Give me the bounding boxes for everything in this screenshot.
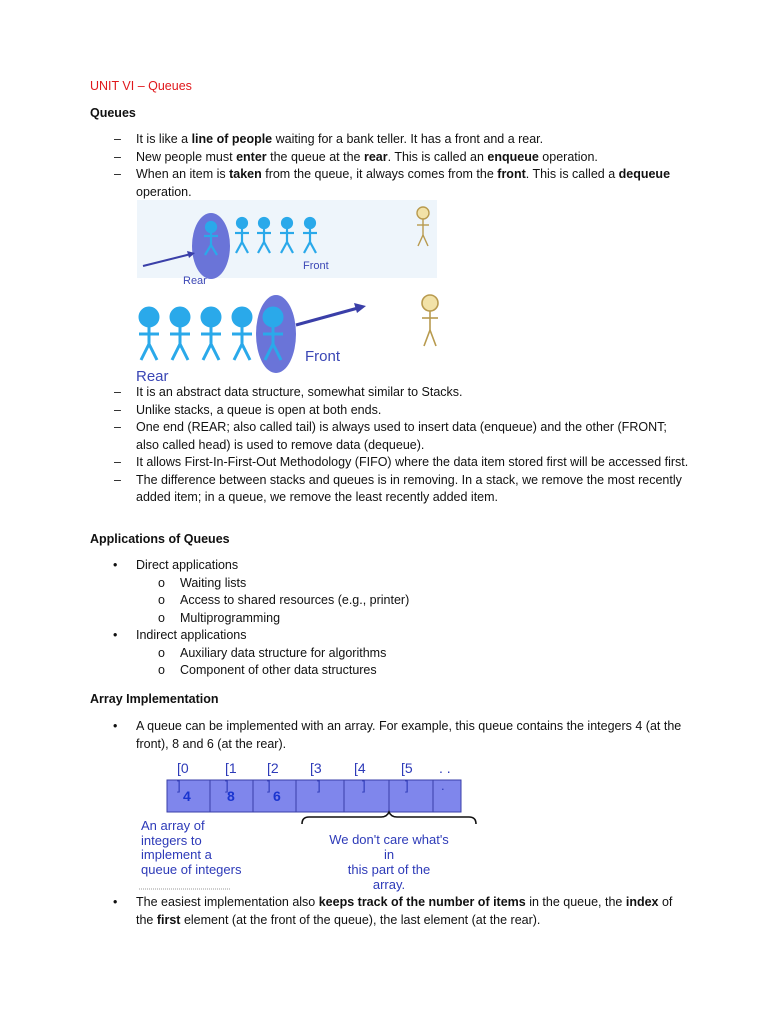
text-run: The easiest implementation also <box>136 895 319 909</box>
array-index-label: [4 <box>354 760 366 776</box>
bold-text: first <box>156 912 181 927</box>
sub-list-item <box>90 592 690 610</box>
sub-list-item <box>90 645 690 663</box>
bold-text: index <box>625 895 659 909</box>
text-run: the queue at the <box>266 149 364 164</box>
array-cells <box>167 780 461 812</box>
caption-line: An array of <box>141 818 205 833</box>
array-index-label: [5 <box>401 760 413 776</box>
text-run: Unlike stacks, a queue is open at both ends. <box>136 402 382 417</box>
caption-line: implement a <box>141 847 212 862</box>
array-index-closer: . <box>441 778 445 793</box>
array-index-closer: ] <box>405 778 409 793</box>
sub-bullet-marker: o <box>158 645 165 660</box>
list-item <box>90 718 690 753</box>
text-run: . This is called an <box>387 149 488 164</box>
list-item-text <box>136 719 681 751</box>
text-run: operation. <box>136 184 192 199</box>
list-item <box>90 472 690 507</box>
array-index-label: [2 <box>267 760 279 776</box>
list-item-text: Auxiliary data structure for algorithms <box>180 645 387 660</box>
array-figure <box>137 758 487 896</box>
text-run: of the <box>136 895 673 927</box>
text-run: waiting for a bank teller. It has a front and a rear. <box>272 132 544 146</box>
list-item-text <box>136 895 672 927</box>
list-item <box>90 557 690 575</box>
bold-text: enter <box>236 149 267 164</box>
array-index-label: . . <box>439 760 451 776</box>
sub-bullet-marker: o <box>158 593 165 607</box>
sub-list-item <box>90 610 690 628</box>
array-list-top <box>90 718 690 753</box>
text-run: It is like a <box>136 132 192 146</box>
rear-label: Rear <box>136 368 169 385</box>
array-list-bottom <box>90 894 690 929</box>
dequeued-person-icon <box>416 292 444 352</box>
front-label: Front <box>305 348 341 365</box>
applications-heading: Applications of Queues <box>90 532 230 546</box>
bullet-marker: • <box>113 895 118 909</box>
array-value: 8 <box>227 788 235 804</box>
person-icon <box>232 308 252 360</box>
caption-line: in <box>383 847 395 862</box>
array-index-label: [0 <box>177 760 189 776</box>
dash-marker: – <box>114 167 121 181</box>
array-cell <box>433 780 461 812</box>
bold-text: taken <box>229 167 262 181</box>
rear-label: Rear <box>183 275 207 287</box>
queues-list-bottom <box>90 384 690 507</box>
text-run: in the queue, the <box>525 895 626 909</box>
caption-line: We don't care what's <box>329 832 449 847</box>
sub-list-item <box>90 575 690 593</box>
left-caption <box>141 818 242 877</box>
front-label: Front <box>303 260 329 272</box>
array-index-closer: ] <box>317 778 321 793</box>
bold-text: keeps track of the number of items <box>318 895 526 909</box>
dequeued-person-icon <box>412 204 436 252</box>
queues-heading: Queues <box>90 106 136 120</box>
list-item <box>90 131 690 149</box>
queue-illustration-bottom <box>130 292 380 387</box>
array-index-label: [3 <box>310 760 322 776</box>
list-item <box>90 149 690 167</box>
queue-illustration-top <box>137 200 437 290</box>
array-index-closer: ] <box>225 778 229 793</box>
arrow-line <box>296 308 358 325</box>
bold-text: dequeue <box>618 167 671 181</box>
bold-text: line of people <box>191 132 273 146</box>
bold-text: rear <box>363 149 388 164</box>
list-item-text <box>136 385 463 399</box>
list-item-text: Waiting lists <box>180 575 247 590</box>
dash-marker: – <box>114 149 121 164</box>
sub-list-item <box>90 662 690 680</box>
list-item-text: Access to shared resources (e.g., printer) <box>180 593 410 607</box>
list-item <box>90 166 690 201</box>
list-item-text: Direct applications <box>136 558 239 572</box>
dash-marker: – <box>114 472 121 487</box>
text-run: A queue can be implemented with an array. For example, this queue contains the integers 4 (at the front), 8 and 6 (at the rear). <box>136 719 682 751</box>
text-run: operation. <box>538 149 598 164</box>
dash-marker: – <box>114 455 121 469</box>
text-run: element (at the front of the queue), the last element (at the rear). <box>180 912 541 927</box>
text-run: It is an abstract data structure, somewhat similar to Stacks. <box>136 385 463 399</box>
text-run: from the queue, it always comes from the <box>261 167 498 181</box>
list-item <box>90 402 690 420</box>
caption-line: queue of integers <box>141 862 242 877</box>
list-item-text <box>136 150 598 164</box>
caption-line: this part of the <box>347 862 431 877</box>
text-run: One end (REAR; also called tail) is always used to insert data (enqueue) and the other (FRONT; also called head) is used to remove data (dequeue). <box>136 420 667 452</box>
text-run: It allows First-In-First-Out Methodology (FIFO) where the data item stored first will be accessed first. <box>136 455 689 469</box>
dash-marker: – <box>114 402 121 417</box>
sub-bullet-marker: o <box>158 575 165 590</box>
text-run: The difference between stacks and queues is in removing. In a stack, we remove the most recently added item; in a queue, we remove the least recently added item. <box>136 472 682 504</box>
applications-list <box>90 557 690 680</box>
dash-marker: – <box>114 420 121 434</box>
array-index-closer: ] <box>362 778 366 793</box>
array-value: 6 <box>273 788 281 804</box>
bullet-marker: • <box>113 628 118 642</box>
list-item-text: Component of other data structures <box>180 663 377 677</box>
sub-bullet-marker: o <box>158 610 165 625</box>
arrow-head <box>354 303 366 313</box>
array-index-label: [1 <box>225 760 237 776</box>
list-item <box>90 454 690 472</box>
list-item <box>90 384 690 402</box>
list-item-text <box>136 167 670 199</box>
list-item <box>90 627 690 645</box>
list-item-text <box>136 455 688 469</box>
queues-list-top <box>90 131 690 201</box>
list-item <box>90 419 690 454</box>
dash-marker: – <box>114 132 121 146</box>
person-icon <box>139 308 159 360</box>
text-run: When an item is <box>136 167 230 181</box>
caption-line: integers to <box>141 833 202 848</box>
caption-line: array. <box>372 877 406 892</box>
list-item-text: Multiprogramming <box>180 610 281 625</box>
curly-brace <box>302 812 476 824</box>
right-caption <box>329 832 449 892</box>
dash-marker: – <box>114 385 121 399</box>
array-implementation-heading: Array Implementation <box>90 692 219 706</box>
person-icon <box>170 308 190 360</box>
list-item <box>90 894 690 929</box>
text-run: . This is called a <box>525 167 619 181</box>
list-item-text: Indirect applications <box>136 628 247 642</box>
array-cell <box>389 780 433 812</box>
list-item-text <box>136 132 543 146</box>
list-item-text <box>136 420 667 452</box>
bullet-marker: • <box>113 719 118 733</box>
array-index-labels <box>177 760 451 776</box>
array-value: 4 <box>183 788 191 804</box>
person-icon <box>201 308 221 360</box>
bold-text: front <box>497 167 526 181</box>
list-item-text <box>136 473 682 505</box>
list-item-text <box>136 403 381 417</box>
array-index-closer: ] <box>267 778 271 793</box>
unit-title: UNIT VI – Queues <box>90 79 192 93</box>
array-cell <box>344 780 389 812</box>
text-run: New people must <box>136 149 237 164</box>
bold-text: enqueue <box>487 149 539 164</box>
array-index-closer: ] <box>177 778 181 793</box>
bullet-marker: • <box>113 558 118 572</box>
sub-bullet-marker: o <box>158 663 165 677</box>
